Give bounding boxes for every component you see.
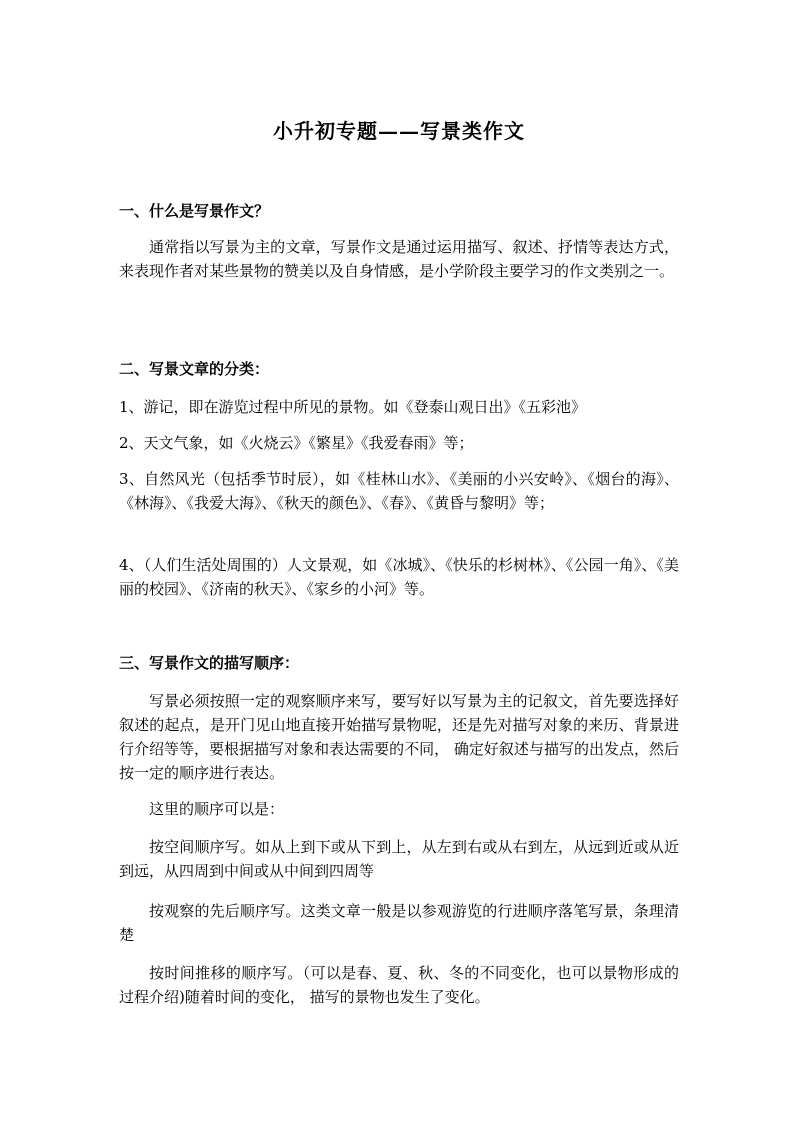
section-3-heading: 三、写景作文的描写顺序： (119, 654, 300, 672)
section-3-paragraph-1: 写景必须按照一定的观察顺序来写，要写好以写景为主的记叙文，首先要选择好叙述的起点，是开门见山地直接开始描写景物呢，还是先对描写对象的来历、背景进行介绍等等，要根据描写对象和表达需要的不同， 确定好叙述与描写的出发点，然后按一定的顺序进行表达。 (119, 692, 679, 782)
document-title: 小升初专题——写景类作文 (273, 119, 525, 143)
section-1-heading: 一、什么是写景作文？ (119, 202, 270, 220)
section-3-paragraph-3: 按空间顺序写。如从上到下或从下到上，从左到右或从右到左，从远到近或从近到远，从四周到中间或从中间到四周等 (119, 838, 679, 880)
section-2-item-4: 4、（人们生活处周围的）人文景观，如《冰城》、《快乐的杉树林》、《公园一角》、《美丽的校园》、《济南的秋天》、《家乡的小河》等。 (119, 556, 679, 598)
section-2-item-1: 1、游记，即在游览过程中所见的景物。如《登泰山观日出》《五彩池》 (119, 398, 587, 416)
section-3-paragraph-4: 按观察的先后顺序写。这类文章一般是以参观游览的行进顺序落笔写景，条理清楚 (119, 902, 679, 944)
section-3-paragraph-2: 这里的顺序可以是： (149, 800, 285, 818)
section-2-heading: 二、写景文章的分类： (119, 360, 270, 378)
section-1-paragraph-1: 通常指以写景为主的文章，写景作文是通过运用描写、叙述、抒情等表达方式，来表现作者对某些景物的赞美以及自身情感，是小学阶段主要学习的作文类别之一。 (119, 238, 679, 280)
section-2-item-3: 3、自然风光（包括季节时辰），如《桂林山水》、《美丽的小兴安岭》、《烟台的海》、《林海》、《我爱大海》、《秋天的颜色》、《春》、《黄昏与黎明》等； (119, 470, 679, 512)
section-3-paragraph-5: 按时间推移的顺序写。（可以是春、夏、秋、冬的不同变化，也可以景物形成的过程介绍)随着时间的变化， 描写的景物也发生了变化。 (119, 964, 679, 1006)
section-2-item-2: 2、天文气象，如《火烧云》《繁星》《我爱春雨》等； (119, 434, 474, 452)
